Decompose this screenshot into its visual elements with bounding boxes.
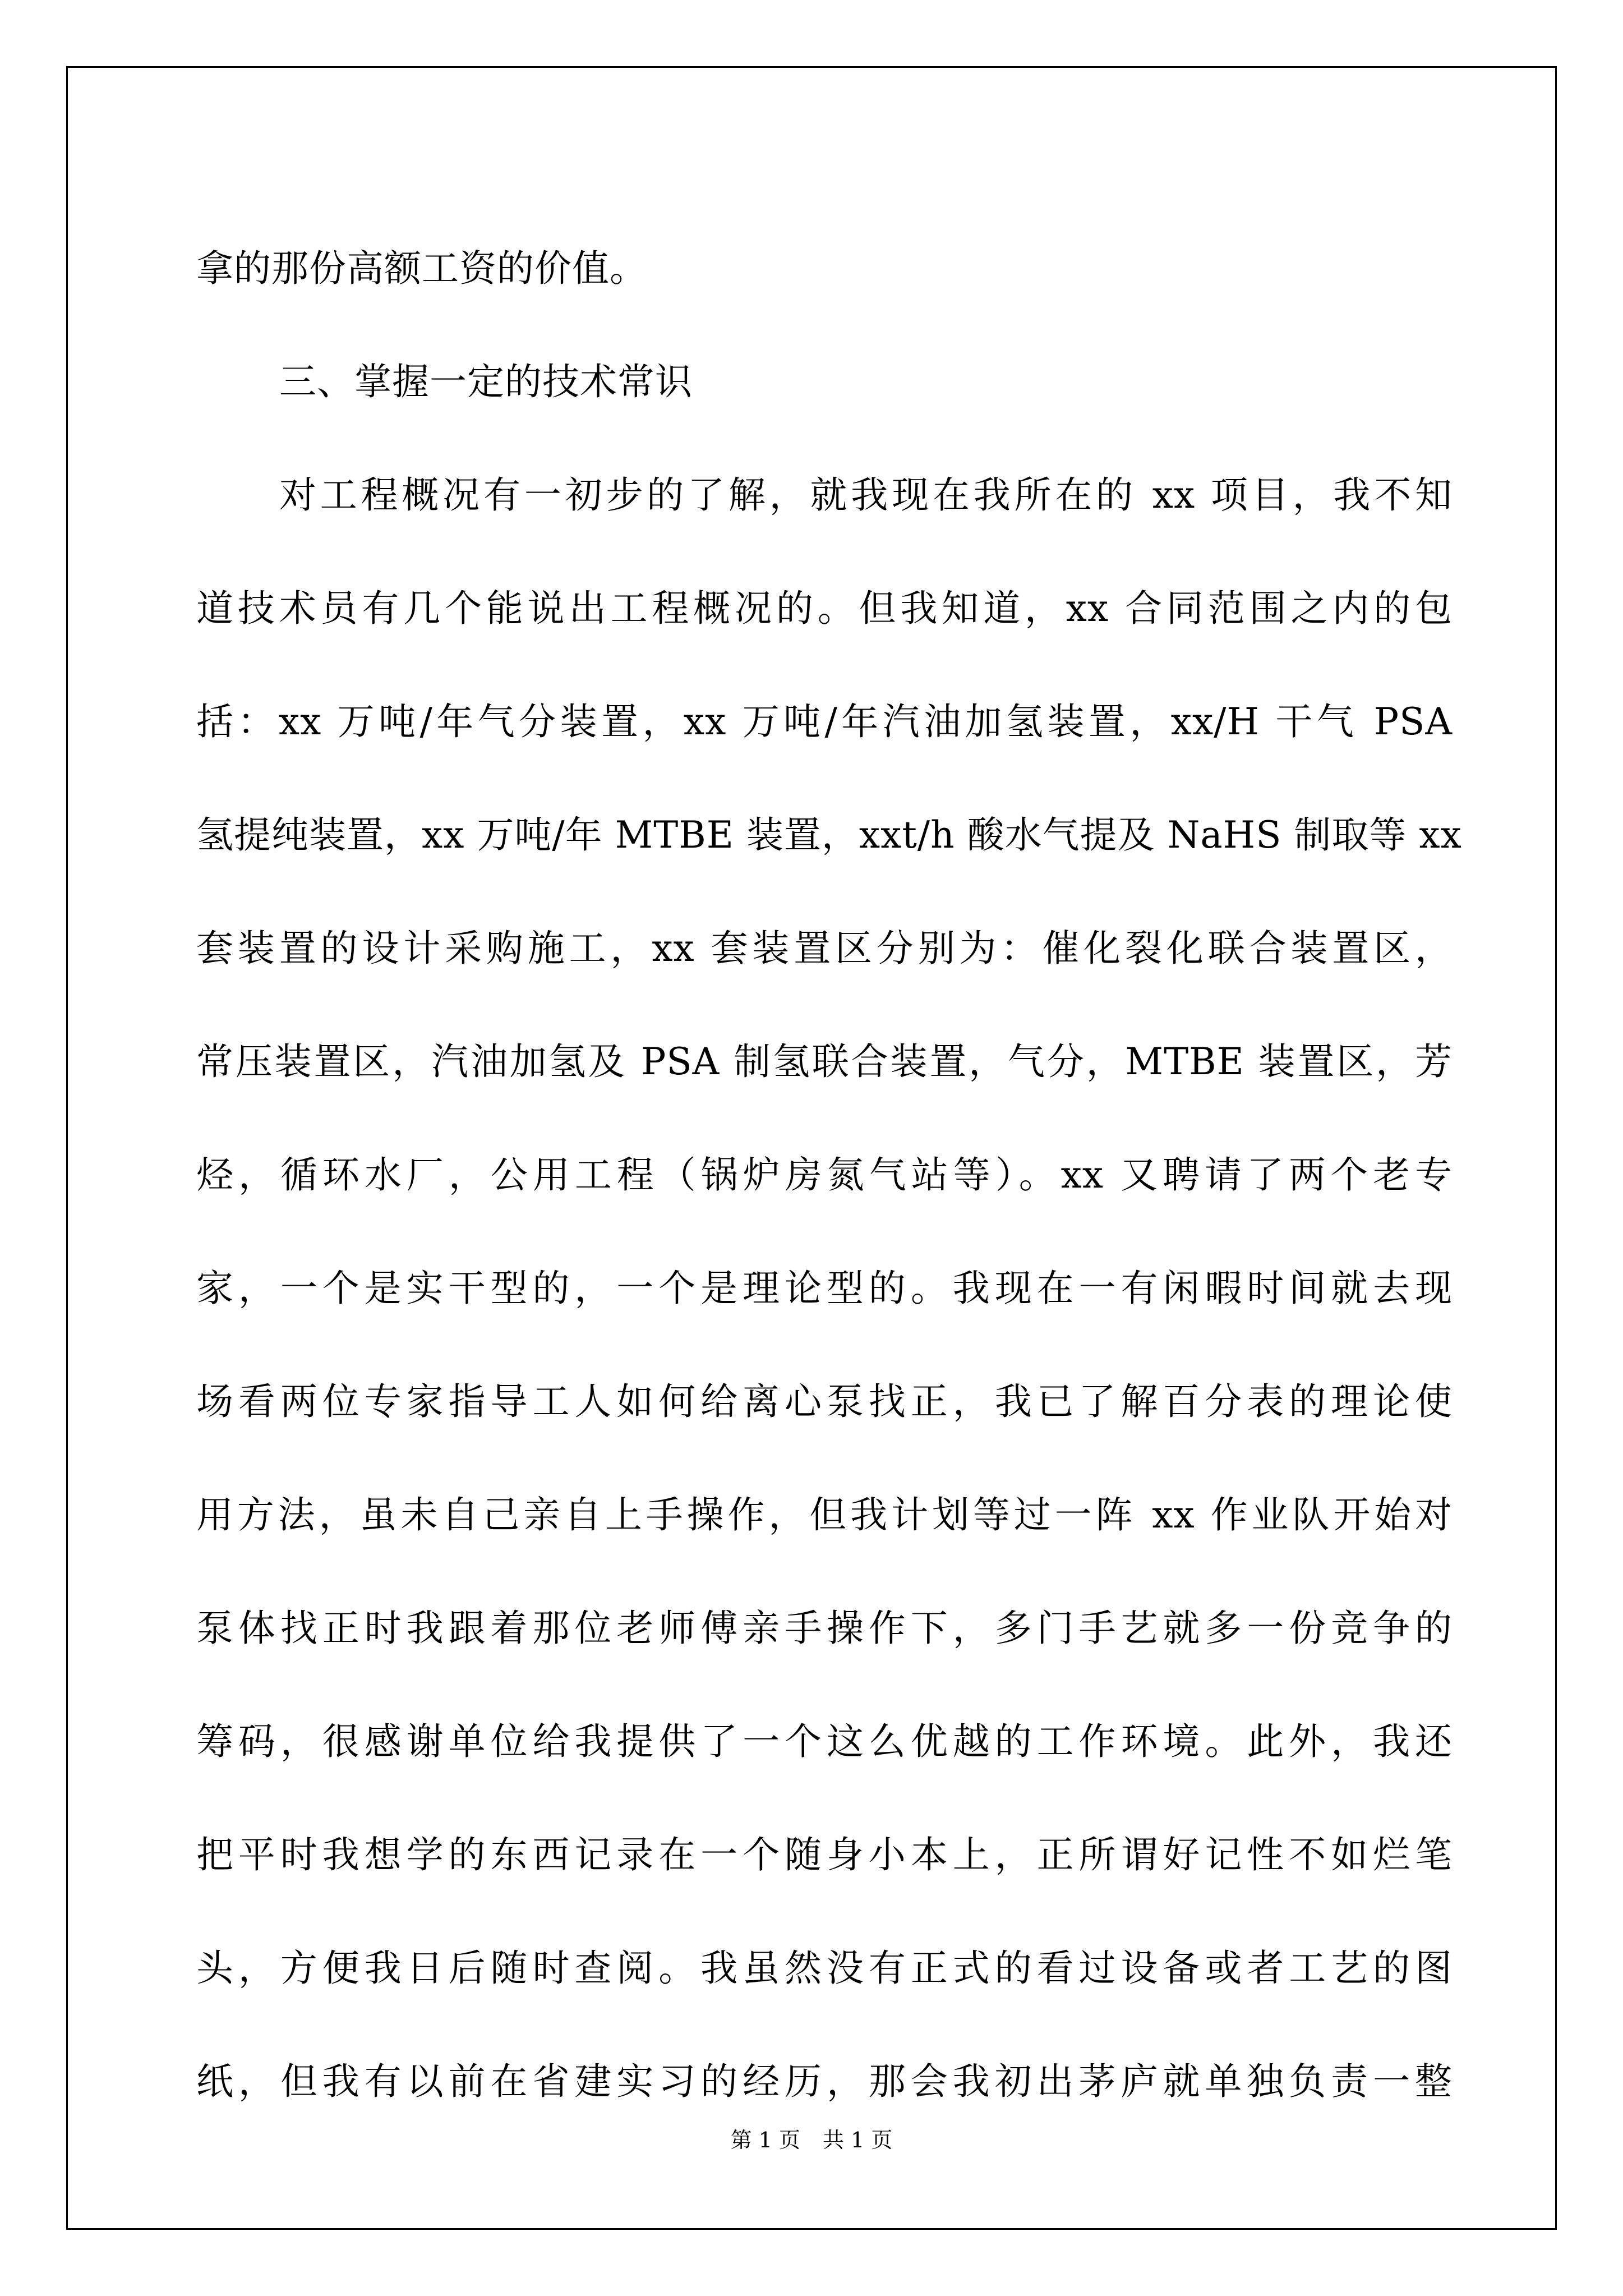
page-number: 第 1 页 xyxy=(730,2128,800,2152)
paragraph-line: 场看两位专家指导工人如何给离心泵找正，我已了解百分表的理论使 xyxy=(196,1380,1453,1423)
paragraph-line: 把平时我想学的东西记录在一个随身小本上，正所谓好记性不如烂笔 xyxy=(196,1833,1453,1876)
paragraph-line: 筹码，很感谢单位给我提供了一个这么优越的工作环境。此外，我还 xyxy=(196,1720,1453,1763)
paragraph-line: 常压装置区，汽油加氢及 PSA 制氢联合装置，气分，MTBE 装置区，芳 xyxy=(196,1040,1453,1083)
page-footer xyxy=(0,2126,1623,2154)
section-heading: 三、掌握一定的技术常识 xyxy=(279,360,693,403)
paragraph-line: 拿的那份高额工资的价值。 xyxy=(196,247,647,290)
paragraph-line: 用方法，虽未自己亲自上手操作，但我计划等过一阵 xx 作业队开始对 xyxy=(196,1493,1453,1536)
paragraph-line: 氢提纯装置，xx 万吨/年 MTBE 装置，xxt/h 酸水气提及 NaHS 制取等 xx xyxy=(196,813,1462,857)
page-total: 共 1 页 xyxy=(823,2128,893,2152)
paragraph-line: 泵体找正时我跟着那位老师傅亲手操作下，多门手艺就多一份竞争的 xyxy=(196,1607,1453,1650)
paragraph-line: 头，方便我日后随时查阅。我虽然没有正式的看过设备或者工艺的图 xyxy=(196,1947,1453,1990)
paragraph-line: 纸，但我有以前在省建实习的经历，那会我初出茅庐就单独负责一整 xyxy=(196,2060,1453,2103)
paragraph-line: 对工程概况有一初步的了解，就我现在我所在的 xx 项目，我不知 xyxy=(279,473,1453,517)
paragraph-line: 括：xx 万吨/年气分装置，xx 万吨/年汽油加氢装置，xx/H 干气 PSA xyxy=(196,700,1453,743)
paragraph-line: 道技术员有几个能说出工程概况的。但我知道，xx 合同范围之内的包 xyxy=(196,587,1453,630)
paragraph-line: 烃，循环水厂，公用工程（锅炉房氮气站等）。xx 又聘请了两个老专 xyxy=(196,1153,1453,1197)
paragraph-line: 家，一个是实干型的，一个是理论型的。我现在一有闲暇时间就去现 xyxy=(196,1267,1453,1310)
paragraph-line: 套装置的设计采购施工，xx 套装置区分别为：催化裂化联合装置区， xyxy=(196,927,1453,970)
